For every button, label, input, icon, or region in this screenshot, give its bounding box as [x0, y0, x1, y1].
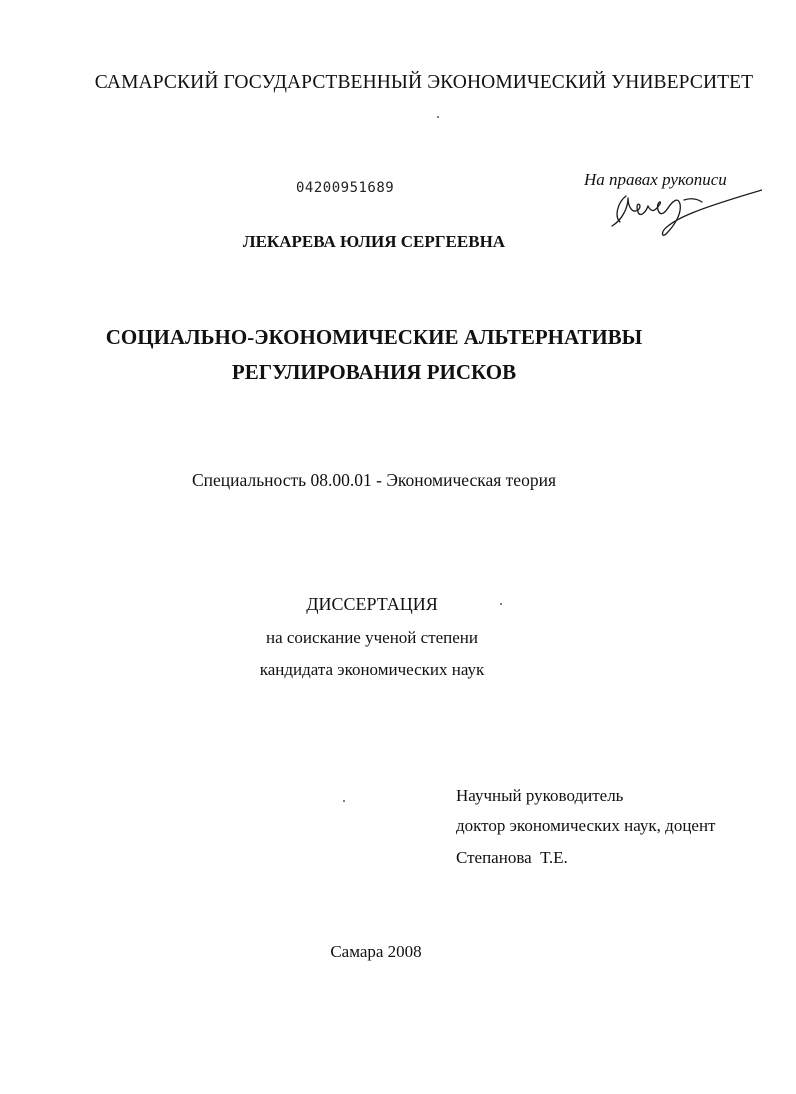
document-number: 04200951689: [296, 180, 395, 196]
degree-line-1: на соискание ученой степени: [265, 628, 479, 647]
scan-speck: [500, 603, 502, 605]
advisor-role: Научный руководитель: [456, 786, 624, 805]
degree-line-2: кандидата экономических наук: [259, 660, 485, 679]
advisor-degree: доктор экономических наук, доцент: [456, 816, 716, 835]
document-type: ДИССЕРТАЦИЯ: [306, 594, 438, 614]
dissertation-title-line-1: СОЦИАЛЬНО-ЭКОНОМИЧЕСКИЕ АЛЬТЕРНАТИВЫ: [105, 325, 643, 349]
manuscript-note: На правах рукописи: [584, 170, 727, 189]
university-name: САМАРСКИЙ ГОСУДАРСТВЕННЫЙ ЭКОНОМИЧЕСКИЙ УНИВЕРСИТЕТ: [94, 72, 754, 93]
specialty: Специальность 08.00.01 - Экономическая теория: [192, 470, 556, 490]
scan-speck: [343, 800, 345, 802]
signature-icon: [598, 186, 762, 238]
advisor-name: Степанова Т.Е.: [456, 848, 568, 867]
city-year: Самара 2008: [330, 942, 422, 961]
dissertation-title-line-2: РЕГУЛИРОВАНИЯ РИСКОВ: [231, 360, 517, 384]
author-name: ЛЕКАРЕВА ЮЛИЯ СЕРГЕЕВНА: [242, 232, 506, 251]
scan-speck: [437, 116, 439, 118]
